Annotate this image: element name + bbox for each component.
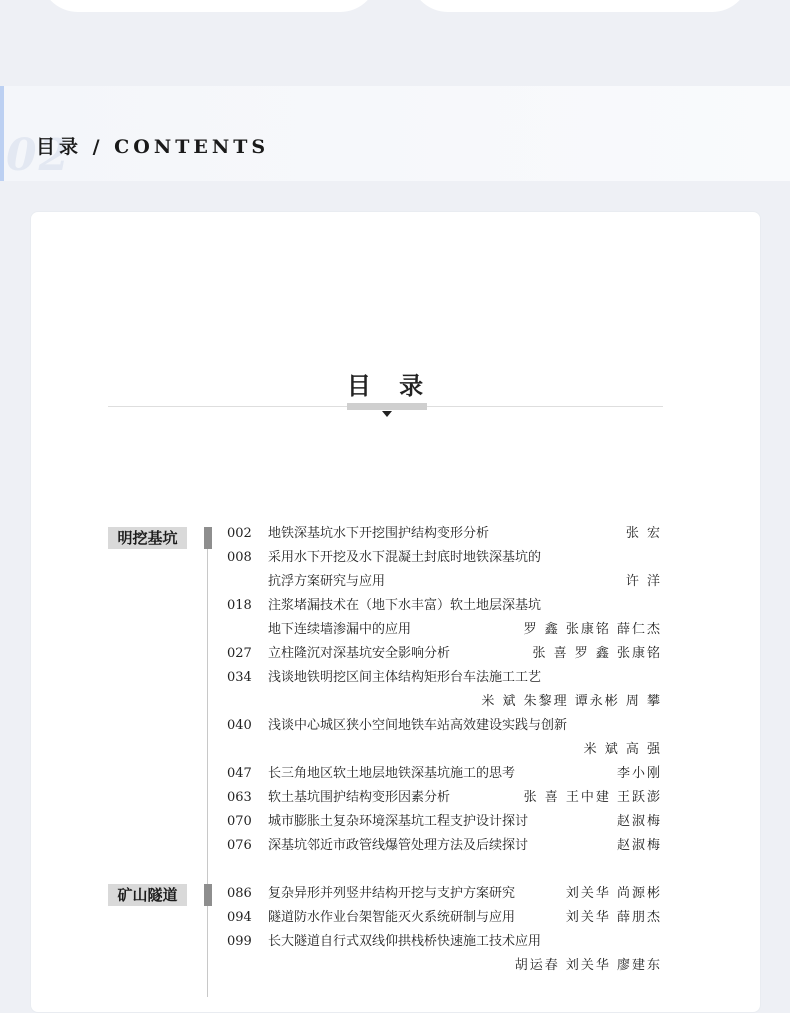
- entry-authors: 许 洋: [625, 574, 662, 589]
- entry-authors: 胡运春 刘关华 廖建东: [514, 958, 662, 973]
- toc-entry-line: [0, 766, 790, 790]
- entry-authors: 罗 鑫 张康铭 薛仁杰: [523, 622, 662, 637]
- entry-authors: 赵淑梅: [616, 814, 662, 829]
- entry-authors: 赵淑梅: [616, 838, 662, 853]
- entry-authors: 张 喜 罗 鑫 张康铭: [532, 646, 662, 661]
- entry-page-number: 002: [227, 526, 252, 541]
- entry-title: 抗浮方案研究与应用: [268, 574, 386, 589]
- entry-title: 长大隧道自行式双线仰拱栈桥快速施工技术应用: [268, 934, 542, 949]
- entry-authors: 李小刚: [616, 766, 662, 781]
- toc-entry-line: [0, 958, 790, 982]
- entry-title: 采用水下开挖及水下混凝土封底时地铁深基坑的: [268, 550, 542, 565]
- toc-entry-line: [0, 670, 790, 694]
- entry-page-number: 047: [227, 766, 252, 781]
- entry-authors: 张 宏: [625, 526, 662, 541]
- toc-entry-line: [0, 694, 790, 718]
- entry-title: 地铁深基坑水下开挖围护结构变形分析: [268, 526, 490, 541]
- section-header: [0, 86, 790, 181]
- entry-title: 浅谈地铁明挖区间主体结构矩形台车法施工工艺: [268, 670, 542, 685]
- toc-entry-line: [0, 598, 790, 622]
- category-label-open-cut: 明挖基坑: [108, 527, 187, 549]
- entry-title: 长三角地区软土地层地铁深基坑施工的思考: [268, 766, 516, 781]
- entry-page-number: 099: [227, 934, 252, 949]
- entry-page-number: 076: [227, 838, 252, 853]
- toc-entry-line: [0, 742, 790, 766]
- entry-page-number: 040: [227, 718, 252, 733]
- entry-page-number: 063: [227, 790, 252, 805]
- entry-title: 隧道防水作业台架智能灭火系统研制与应用: [268, 910, 516, 925]
- toc-entry-line: [0, 574, 790, 598]
- category-label-mining-tunnel: 矿山隧道: [108, 884, 187, 906]
- entry-title: 城市膨胀土复杂环境深基坑工程支护设计探讨: [268, 814, 529, 829]
- entry-page-number: 018: [227, 598, 252, 613]
- toc-entry-line: [0, 646, 790, 670]
- toc-entry-line: [0, 790, 790, 814]
- title-arrow-icon: [382, 411, 392, 417]
- toc-entry-line: [0, 838, 790, 862]
- entry-page-number: 034: [227, 670, 252, 685]
- entry-page-number: 008: [227, 550, 252, 565]
- toc-entry-line: [0, 526, 790, 550]
- toc-entry-line: [0, 910, 790, 934]
- toc-entry-line: [0, 622, 790, 646]
- header-accent-bar: [0, 86, 4, 181]
- entry-page-number: 094: [227, 910, 252, 925]
- entry-page-number: 086: [227, 886, 252, 901]
- entry-title: 软土基坑围护结构变形因素分析: [268, 790, 451, 805]
- entry-title: 浅谈中心城区狭小空间地铁车站高效建设实践与创新: [268, 718, 568, 733]
- entry-page-number: 070: [227, 814, 252, 829]
- entry-title: 复杂异形并列竖井结构开挖与支护方案研究: [268, 886, 516, 901]
- toc-entry-line: [0, 814, 790, 838]
- entry-authors: 刘关华 薛朋杰: [565, 910, 662, 925]
- entry-authors: 米 斌 朱黎理 谭永彬 周 攀: [481, 694, 662, 709]
- entry-title: 立柱隆沉对深基坑安全影响分析: [268, 646, 451, 661]
- toc-entry-line: [0, 886, 790, 910]
- entry-title: 注浆堵漏技术在（地下水丰富）软土地层深基坑: [268, 598, 542, 613]
- toc-entry-line: [0, 550, 790, 574]
- entry-authors: 张 喜 王中建 王跃澎: [523, 790, 662, 805]
- entry-title: 地下连续墙渗漏中的应用: [268, 622, 412, 637]
- entry-title: 深基坑邻近市政管线爆管处理方法及后续探讨: [268, 838, 529, 853]
- header-bg-number: 02: [6, 130, 72, 181]
- entry-authors: 米 斌 高 强: [583, 742, 662, 757]
- title-tab: [347, 403, 427, 410]
- entry-authors: 刘关华 尚源彬: [565, 886, 662, 901]
- top-card-left: [40, 0, 378, 12]
- toc-title: 目 录: [346, 371, 434, 400]
- toc-entry-line: [0, 718, 790, 742]
- top-card-right: [410, 0, 750, 12]
- entry-page-number: 027: [227, 646, 252, 661]
- section-heading: 目录 / CONTENTS: [36, 136, 270, 158]
- toc-entry-line: [0, 934, 790, 958]
